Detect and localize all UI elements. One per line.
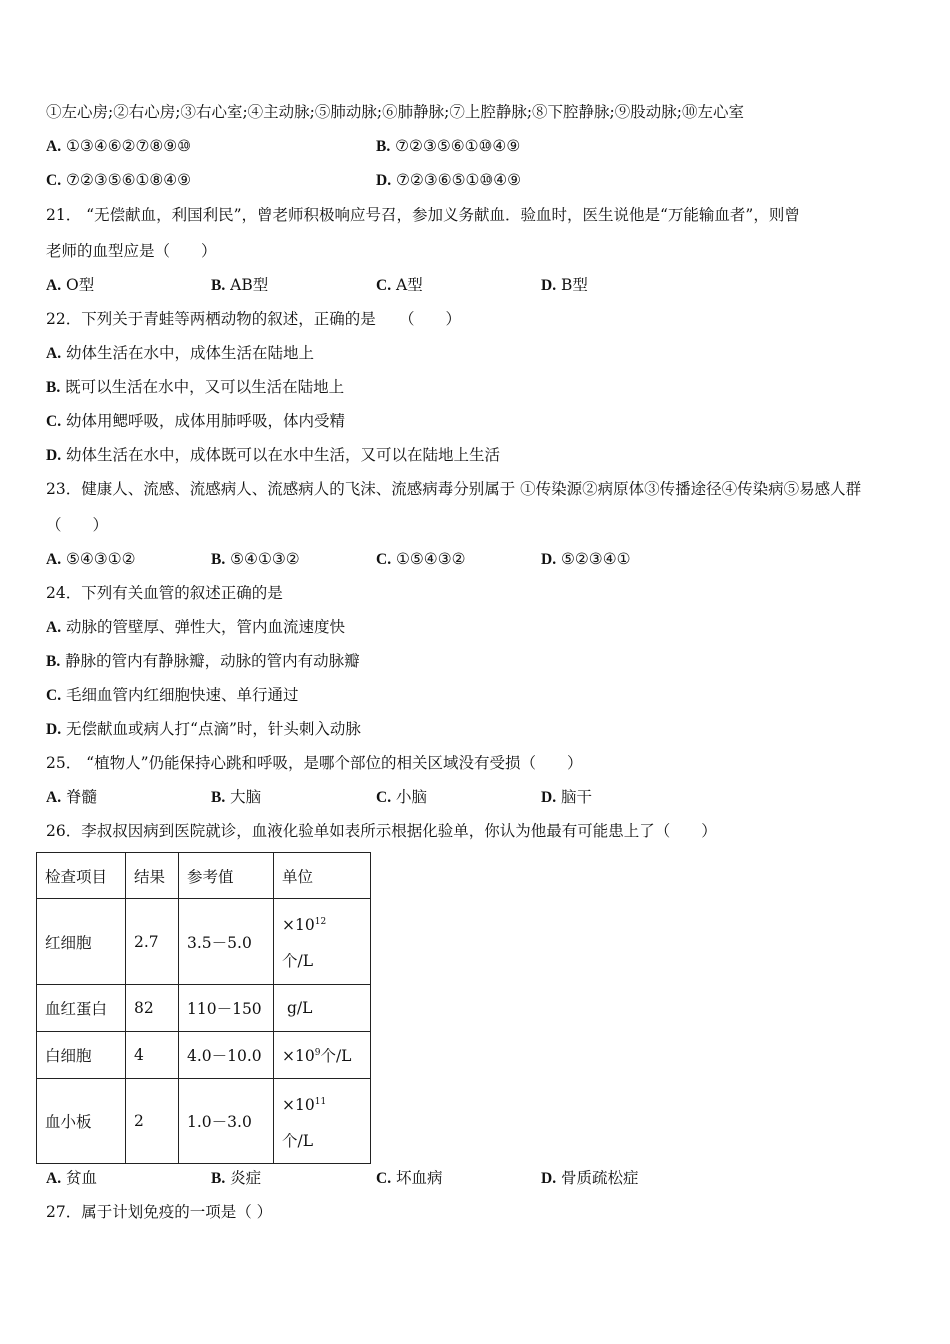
option-text: B型	[561, 276, 588, 294]
option-label: D.	[541, 277, 557, 294]
q26-stem: 26．李叔叔因病到医院就诊，血液化验单如表所示根据化验单，你认为他最有可能患上了（ ）	[46, 822, 717, 840]
option-label: C.	[376, 551, 392, 568]
table-cell-item: 血小板	[37, 1079, 126, 1164]
q23-option-c[interactable]	[376, 549, 466, 570]
table-cell-item: 白细胞	[37, 1032, 126, 1079]
unit-base: ×10	[282, 916, 315, 934]
option-text: 贫血	[66, 1169, 98, 1187]
q24-stem: 24．下列有关血管的叙述正确的是	[46, 584, 283, 602]
option-label: A.	[46, 277, 62, 294]
unit-exponent: 12	[314, 917, 327, 927]
table-cell-ref: 4.0－10.0	[179, 1032, 274, 1079]
unit-base: ×10	[282, 1047, 315, 1065]
q26-option-a[interactable]	[46, 1168, 97, 1189]
q21-option-b[interactable]	[211, 275, 268, 296]
option-label: C.	[376, 277, 392, 294]
q23-option-d[interactable]	[541, 549, 631, 570]
option-text: A型	[396, 276, 423, 294]
option-text: ①⑤④③②	[396, 550, 466, 568]
q21-option-c[interactable]	[376, 275, 423, 296]
table-cell-ref: 3.5－5.0	[179, 899, 274, 985]
option-label: D.	[541, 789, 557, 806]
table-cell-unit	[274, 899, 371, 985]
q22-option-d[interactable]	[46, 445, 500, 466]
table-row	[37, 1032, 371, 1079]
option-text: ⑦②③⑤⑥①⑩④⑨	[395, 137, 521, 155]
q26-option-c[interactable]	[376, 1168, 443, 1189]
option-text: 静脉的管内有静脉瓣，动脉的管内有动脉瓣	[65, 652, 360, 670]
option-label: C.	[46, 687, 62, 704]
table-header: 参考值	[179, 853, 274, 899]
table-cell-result: 4	[126, 1032, 179, 1079]
option-text: O型	[66, 276, 95, 294]
option-label: C.	[376, 789, 392, 806]
table-row	[37, 899, 371, 985]
option-label: A.	[46, 551, 62, 568]
q23-option-b[interactable]	[211, 549, 300, 570]
q23-stem-line1: 23．健康人、流感、流感病人、流感病人的飞沫、流感病毒分别属于 ①传染源②病原体③传播途径④传染病⑤易感人群	[46, 480, 862, 498]
option-label: B.	[46, 653, 61, 670]
option-text: 动脉的管壁厚、弹性大，管内血流速度快	[66, 618, 346, 636]
blood-test-table	[36, 852, 371, 1164]
table-cell-unit	[274, 985, 371, 1032]
q21-option-a[interactable]	[46, 275, 94, 296]
q26-option-d[interactable]	[541, 1168, 639, 1189]
table-row	[37, 1079, 371, 1164]
option-text: ⑦②③⑥⑤①⑩④⑨	[396, 171, 522, 189]
option-label: D.	[376, 172, 392, 189]
unit-tail: 个/L	[282, 1131, 314, 1150]
option-label: C.	[376, 1170, 392, 1187]
option-label: B.	[211, 789, 226, 806]
q22-option-b[interactable]	[46, 377, 344, 398]
option-text: ⑤②③④①	[561, 550, 631, 568]
q23-stem-line2: （ ）	[46, 516, 109, 534]
table-header: 单位	[274, 853, 371, 899]
option-label: B.	[211, 551, 226, 568]
option-text: 脊髓	[66, 788, 98, 806]
option-label: B.	[211, 1170, 226, 1187]
option-label: C.	[46, 172, 62, 189]
q21-stem-line1: 21． “无偿献血，利国利民”，曾老师积极响应号召，参加义务献血．验血时，医生说他是“万能输血者”，则曾	[46, 206, 800, 224]
q25-option-c[interactable]	[376, 787, 427, 808]
q26-option-b[interactable]	[211, 1168, 261, 1189]
option-label: D.	[46, 447, 62, 464]
unit-tail: 个/L	[320, 1047, 352, 1065]
table-header: 结果	[126, 853, 179, 899]
option-text: ⑤④③①②	[66, 550, 136, 568]
option-text: 幼体用鳃呼吸，成体用肺呼吸，体内受精	[66, 412, 346, 430]
option-text: AB型	[230, 276, 269, 294]
unit-base: g/L	[286, 999, 313, 1017]
table-cell-item: 红细胞	[37, 899, 126, 985]
table-cell-result: 82	[126, 985, 179, 1032]
table-cell-ref: 110－150	[179, 985, 274, 1032]
option-label: B.	[46, 379, 61, 396]
q27-stem: 27．属于计划免疫的一项是（ ）	[46, 1203, 273, 1221]
table-cell-ref: 1.0－3.0	[179, 1079, 274, 1164]
option-label: C.	[46, 413, 62, 430]
q24-option-c[interactable]	[46, 685, 299, 706]
table-cell-unit	[274, 1079, 371, 1164]
unit-exponent: 11	[314, 1096, 327, 1107]
q24-option-d[interactable]	[46, 719, 361, 740]
table-cell-result: 2	[126, 1079, 179, 1164]
option-label: A.	[46, 138, 62, 155]
option-text: 大脑	[230, 788, 262, 806]
option-text: 炎症	[230, 1169, 262, 1187]
option-text: 无偿献血或病人打“点滴”时，针头刺入动脉	[66, 720, 361, 738]
option-label: D.	[541, 551, 557, 568]
option-label: A.	[46, 619, 62, 636]
table-cell-item: 血红蛋白	[37, 985, 126, 1032]
table-header-row	[37, 853, 371, 899]
q20-option-c[interactable]	[46, 170, 191, 191]
table-cell-unit	[274, 1032, 371, 1079]
option-label: A.	[46, 1170, 62, 1187]
q20-option-b[interactable]	[376, 136, 520, 157]
option-text: 骨质疏松症	[561, 1169, 639, 1187]
q20-option-d[interactable]	[376, 170, 521, 191]
option-label: A.	[46, 789, 62, 806]
option-text: 幼体生活在水中，成体生活在陆地上	[66, 344, 315, 362]
option-label: D.	[541, 1170, 557, 1187]
option-text: 毛细血管内红细胞快速、单行通过	[66, 686, 299, 704]
unit-exponent: 9	[314, 1048, 321, 1058]
unit-tail: 个/L	[282, 952, 314, 970]
option-label: B.	[211, 277, 226, 294]
q24-option-a[interactable]	[46, 617, 345, 638]
unit-base: ×10	[282, 1095, 315, 1114]
q22-option-c[interactable]	[46, 411, 345, 432]
table-header: 检查项目	[37, 853, 126, 899]
option-text: 小脑	[396, 788, 428, 806]
q21-option-d[interactable]	[541, 275, 588, 296]
q21-stem-line2: 老师的血型应是（ ）	[46, 242, 217, 260]
option-text: ①③④⑥②⑦⑧⑨⑩	[66, 137, 192, 155]
option-text: 既可以生活在水中，又可以生活在陆地上	[65, 378, 345, 396]
option-label: B.	[376, 138, 391, 155]
option-label: A.	[46, 345, 62, 362]
option-text: 脑干	[561, 788, 593, 806]
table-row	[37, 985, 371, 1032]
q23-option-a[interactable]	[46, 549, 136, 570]
option-label: D.	[46, 721, 62, 738]
q25-option-b[interactable]	[211, 787, 261, 808]
option-text: ⑦②③⑤⑥①⑧④⑨	[66, 171, 192, 189]
table-cell-result: 2.7	[126, 899, 179, 985]
q22-option-a[interactable]	[46, 343, 314, 364]
q25-option-a[interactable]	[46, 787, 97, 808]
q20-option-a[interactable]	[46, 136, 191, 157]
option-text: 幼体生活在水中，成体既可以在水中生活，又可以在陆地上生活	[66, 446, 501, 464]
q24-option-b[interactable]	[46, 651, 360, 672]
option-text: ⑤④①③②	[230, 550, 300, 568]
organ-list: ①左心房;②右心房;③右心室;④主动脉;⑤肺动脉;⑥肺静脉;⑦上腔静脉;⑧下腔静脉;⑨股动脉;⑩左心室	[46, 103, 745, 121]
q25-option-d[interactable]	[541, 787, 592, 808]
q25-stem: 25． “植物人”仍能保持心跳和呼吸，是哪个部位的相关区域没有受损（ ）	[46, 754, 583, 772]
q22-stem: 22．下列关于青蛙等两栖动物的叙述，正确的是 （ ）	[46, 310, 461, 328]
option-text: 坏血病	[396, 1169, 443, 1187]
